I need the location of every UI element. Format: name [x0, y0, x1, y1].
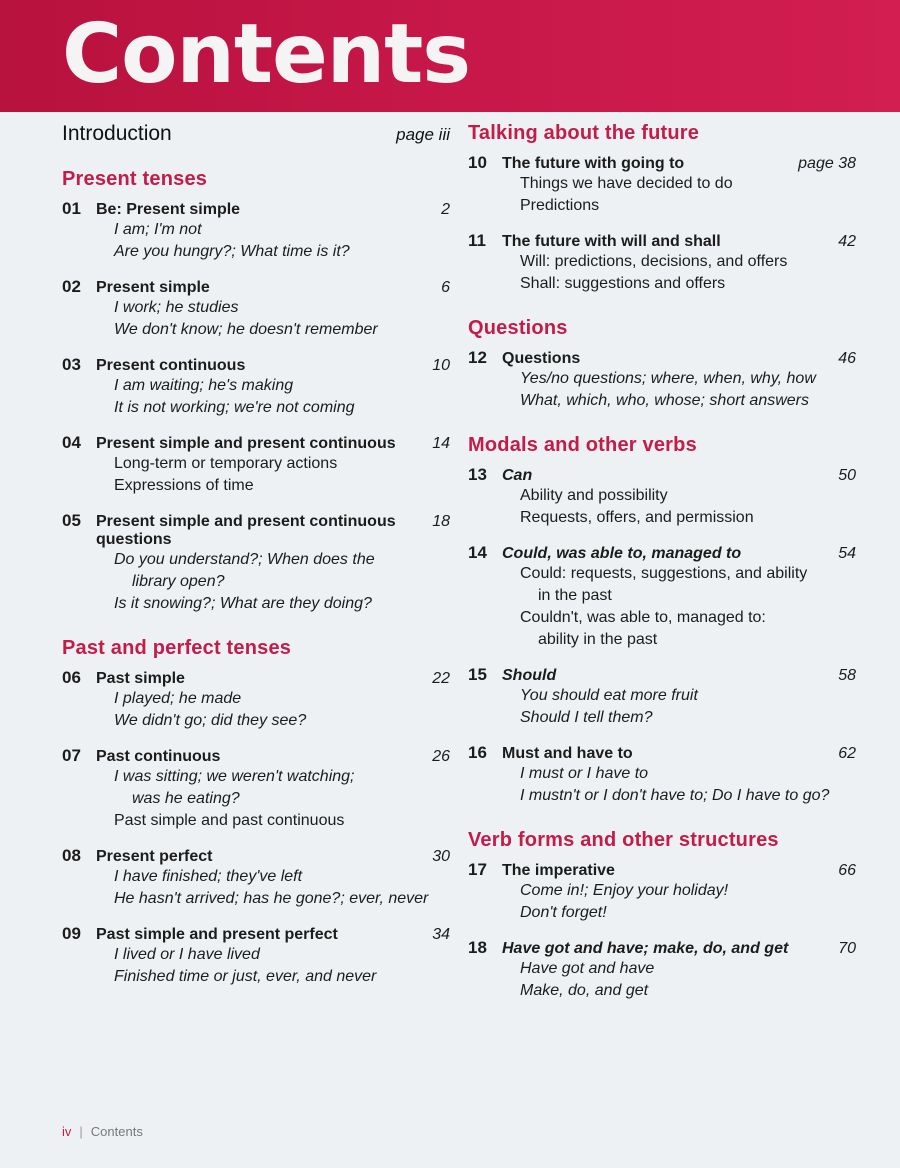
entry-number: 14: [468, 543, 487, 562]
entry-sub: Come in!; Enjoy your holiday!: [520, 882, 729, 899]
entry-number: 08: [62, 846, 81, 865]
entry-title: Present simple: [96, 279, 210, 296]
entry-page: 42: [838, 233, 856, 250]
entry-page: page 38: [798, 155, 856, 172]
entry-title: Could, was able to, managed to: [502, 545, 742, 562]
entry-sub: ability in the past: [538, 631, 658, 648]
toc-entry[interactable]: [62, 924, 450, 988]
entry-sub: Could: requests, suggestions, and ability: [520, 565, 808, 582]
entry-page: 22: [432, 670, 450, 687]
entry-sub: Is it snowing?; What are they doing?: [114, 595, 372, 612]
toc-entry[interactable]: [468, 543, 856, 651]
footer-label: Contents: [90, 1124, 143, 1139]
intro-entry[interactable]: [62, 122, 450, 146]
toc-entry[interactable]: [62, 746, 450, 832]
entry-sub: I must or I have to: [520, 765, 649, 782]
entry-sub: I am; I'm not: [114, 221, 202, 238]
toc-entry[interactable]: [62, 199, 450, 263]
entry-sub: I played; he made: [114, 690, 242, 707]
entry-page: 26: [432, 748, 450, 765]
entry-sub: I lived or I have lived: [114, 946, 260, 963]
entry-sub: Will: predictions, decisions, and offers: [520, 253, 788, 270]
entry-sub: was he eating?: [132, 790, 240, 807]
toc-entry[interactable]: [468, 153, 856, 217]
toc-entry[interactable]: [62, 277, 450, 341]
section-heading: Present tenses: [62, 168, 208, 190]
entry-sub: Things we have decided to do: [520, 175, 733, 192]
entry-page: 6: [441, 279, 450, 296]
entry-sub: Predictions: [520, 197, 600, 214]
section-heading: Verb forms and other structures: [468, 829, 779, 851]
entry-title: Must and have to: [502, 745, 633, 762]
entry-sub: Do you understand?; When does the: [114, 551, 375, 568]
toc-entry[interactable]: [62, 433, 450, 497]
entry-title: Past simple and present perfect: [96, 926, 338, 943]
entry-number: 18: [468, 938, 487, 957]
entry-sub: I have finished; they've left: [114, 868, 303, 885]
entry-number: 16: [468, 743, 487, 762]
entry-sub: It is not working; we're not coming: [114, 399, 355, 416]
entry-number: 03: [62, 355, 81, 374]
entry-page: 58: [838, 667, 856, 684]
entry-number: 17: [468, 860, 487, 879]
toc-entry[interactable]: [468, 743, 856, 807]
entry-number: 13: [468, 465, 487, 484]
entry-sub: Past simple and past continuous: [114, 812, 345, 829]
entry-page: 2: [441, 201, 450, 218]
entry-page: 54: [838, 545, 856, 562]
entry-title: Present continuous: [96, 357, 246, 374]
entry-sub: Expressions of time: [114, 477, 254, 494]
entry-sub: Have got and have: [520, 960, 655, 977]
entry-number: 04: [62, 433, 81, 452]
page-footer: iv | Contents: [62, 1124, 143, 1139]
toc-entry[interactable]: [62, 511, 450, 615]
entry-sub: Should I tell them?: [520, 709, 653, 726]
entry-page: 50: [838, 467, 856, 484]
intro-page: page iii: [396, 125, 450, 144]
entry-title: Have got and have; make, do, and get: [502, 940, 789, 957]
entry-number: 15: [468, 665, 487, 684]
entry-title: Be: Present simple: [96, 201, 241, 218]
section-heading: Modals and other verbs: [468, 434, 697, 456]
section-heading: Past and perfect tenses: [62, 637, 292, 659]
entry-sub: Requests, offers, and permission: [520, 509, 754, 526]
entry-number: 09: [62, 924, 81, 943]
entry-title: Questions: [502, 350, 581, 367]
entry-number: 10: [468, 153, 487, 172]
entry-sub: We didn't go; did they see?: [114, 712, 307, 729]
entry-title: The future with will and shall: [502, 233, 721, 250]
entry-number: 07: [62, 746, 81, 765]
entry-page: 10: [432, 357, 450, 374]
entry-title: Present simple and present continuous questions: [96, 513, 396, 548]
header-banner: [0, 0, 900, 112]
entry-page: 70: [838, 940, 856, 957]
entry-title: Present simple and present continuous: [96, 435, 396, 452]
toc-entry[interactable]: [468, 465, 856, 529]
entry-sub: Shall: suggestions and offers: [520, 275, 726, 292]
toc-entry[interactable]: [62, 668, 450, 732]
left-column: [62, 118, 450, 1002]
toc-entry[interactable]: [62, 846, 450, 910]
toc-entry[interactable]: [62, 355, 450, 419]
entry-page: 46: [838, 350, 856, 367]
page-title: Contents: [62, 7, 471, 102]
toc-entry[interactable]: [468, 348, 856, 412]
entry-sub: I was sitting; we weren't watching;: [114, 768, 355, 785]
entry-page: 14: [432, 435, 450, 452]
entry-page: 66: [838, 862, 856, 879]
toc-entry[interactable]: [468, 665, 856, 729]
entry-page: 34: [432, 926, 450, 943]
entry-number: 01: [62, 199, 81, 218]
entry-sub: Finished time or just, ever, and never: [114, 968, 377, 985]
entry-page: 18: [432, 513, 450, 530]
section-heading: Questions: [468, 317, 568, 339]
entry-number: 05: [62, 511, 81, 530]
entry-title: Should: [502, 667, 557, 684]
entry-title: Past continuous: [96, 748, 221, 765]
entry-sub: in the past: [538, 587, 612, 604]
entry-number: 12: [468, 348, 487, 367]
entry-title: Can: [502, 467, 533, 484]
entry-sub: I mustn't or I don't have to; Do I have to go?: [520, 787, 830, 804]
entry-page: 30: [432, 848, 450, 865]
entry-sub: Ability and possibility: [520, 487, 668, 504]
entry-sub: We don't know; he doesn't remember: [114, 321, 378, 338]
entry-sub: Don't forget!: [520, 904, 607, 921]
footer-page-number: iv: [62, 1124, 72, 1139]
entry-sub: He hasn't arrived; has he gone?; ever, never: [114, 890, 429, 907]
section-heading: Talking about the future: [468, 122, 700, 144]
entry-sub: Make, do, and get: [520, 982, 649, 999]
entry-sub: Are you hungry?; What time is it?: [114, 243, 350, 260]
entry-title: The future with going to: [502, 155, 685, 172]
entry-title: Present perfect: [96, 848, 213, 865]
entry-sub: Long-term or temporary actions: [114, 455, 338, 472]
entry-sub: Couldn't, was able to, managed to:: [520, 609, 766, 626]
entry-sub: I work; he studies: [114, 299, 239, 316]
toc-entry[interactable]: [468, 860, 856, 924]
entry-sub: What, which, who, whose; short answers: [520, 392, 810, 409]
toc-entry[interactable]: [468, 231, 856, 295]
entry-number: 02: [62, 277, 81, 296]
toc-entry[interactable]: [468, 938, 856, 1002]
right-column: [468, 118, 856, 1016]
entry-sub: library open?: [132, 573, 225, 590]
entry-title: The imperative: [502, 862, 615, 879]
entry-sub: Yes/no questions; where, when, why, how: [520, 370, 816, 387]
entry-title: Past simple: [96, 670, 185, 687]
entry-page: 62: [838, 745, 856, 762]
entry-number: 06: [62, 668, 81, 687]
entry-sub: I am waiting; he's making: [114, 377, 294, 394]
intro-label: Introduction: [62, 122, 172, 145]
entry-number: 11: [468, 231, 486, 250]
entry-sub: You should eat more fruit: [520, 687, 698, 704]
